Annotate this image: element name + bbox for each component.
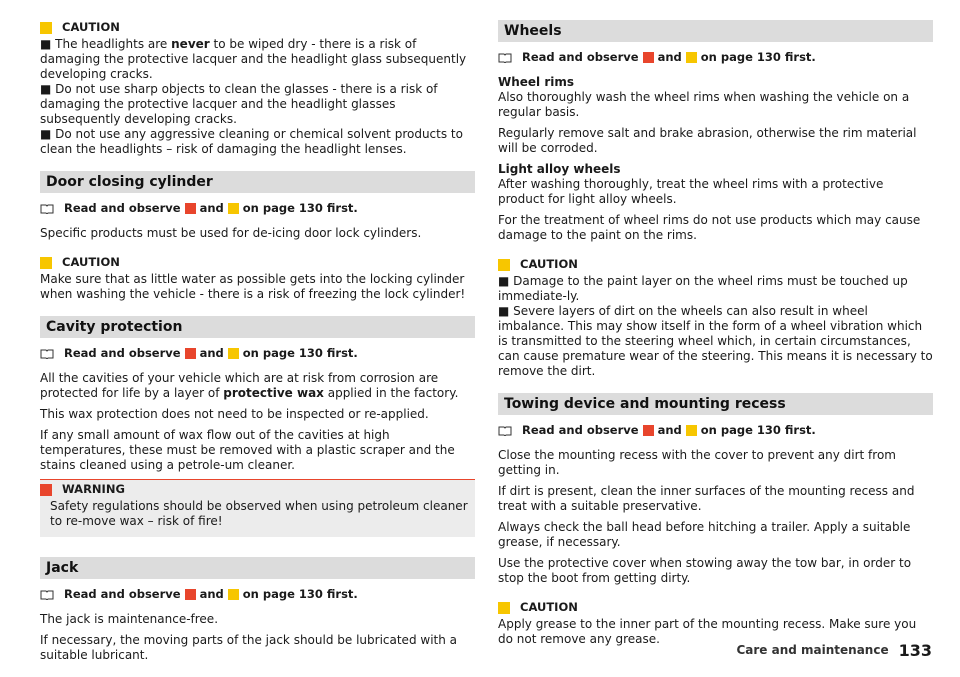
paragraph: If necessary, the moving parts of the jack should be lubricated with a suitable lubricant. — [40, 633, 457, 662]
paragraph: All the cavities of your vehicle which are at risk from corrosion are protected for life by a layer of protective wax applied in the factory. — [40, 371, 459, 400]
caution-heading: CAUTION — [62, 20, 120, 34]
warning-text: Safety regulations should be observed when using petroleum cleaner to re-move wax – risk of fire! — [50, 499, 468, 528]
section-heading-jack: Jack — [40, 557, 475, 579]
paragraph: Wheel rims Also thoroughly wash the wheel rims when washing the vehicle on a regular basis. — [498, 75, 910, 119]
paragraph: If dirt is present, clean the inner surfaces of the mounting recess and treat with a suitable preservative. — [498, 484, 915, 513]
page-reference: Read and observe and on page 130 first. — [40, 587, 475, 602]
section-heading-cavity: Cavity protection — [40, 316, 475, 338]
caution-icon — [228, 589, 239, 600]
paragraph: Close the mounting recess with the cover to prevent any dirt from getting in. — [498, 448, 896, 477]
warning-icon — [643, 52, 654, 63]
page-link[interactable]: on page 130 first. — [700, 50, 816, 64]
book-icon — [40, 349, 54, 359]
caution-icon — [40, 257, 52, 269]
page-link[interactable]: on page 130 first. — [700, 423, 816, 437]
warning-icon — [40, 484, 52, 496]
caution-icon — [498, 602, 510, 614]
section-heading-door: Door closing cylinder — [40, 171, 475, 193]
caution-icon — [228, 203, 239, 214]
page-number: 133 — [898, 641, 932, 660]
paragraph: The jack is maintenance-free. — [40, 612, 219, 626]
paragraph: This wax protection does not need to be inspected or re-applied. — [40, 407, 429, 421]
caution-text: ■ Damage to the paint layer on the wheel rims must be touched up immediate-ly. ■ Severe layers of dirt on the wheels can also result in wheel imbalance. This may show itself in the form of a wheel vibration which is transmitted to the steering wheel which, in certain circumstances, can cause premature wear of the steering. This means it is necessary to remove the dirt. — [498, 274, 933, 378]
book-icon — [498, 53, 512, 63]
caution-heading: CAUTION — [62, 255, 120, 269]
section-heading-towing: Towing device and mounting recess — [498, 393, 933, 415]
subheading: Light alloy wheels — [498, 162, 621, 176]
right-column — [498, 20, 933, 653]
page-link[interactable]: on page 130 first. — [242, 587, 358, 601]
caution-icon — [498, 259, 510, 271]
page-reference: Read and observe and on page 130 first. — [40, 201, 475, 216]
paragraph: Regularly remove salt and brake abrasion, otherwise the rim material will be corroded. — [498, 126, 917, 155]
caution-icon — [686, 52, 697, 63]
caution-icon — [228, 348, 239, 359]
paragraph: Light alloy wheels After washing thoroughly, treat the wheel rims with a protective product for light alloy wheels. — [498, 162, 884, 206]
book-icon — [40, 204, 54, 214]
paragraph: For the treatment of wheel rims do not use products which may cause damage to the paint on the rims. — [498, 213, 921, 242]
paragraph: Use the protective cover when stowing away the tow bar, in order to stop the boot from getting dirty. — [498, 556, 912, 585]
page-link[interactable]: on page 130 first. — [242, 346, 358, 360]
caution-icon — [40, 22, 52, 34]
page-reference: Read and observe and on page 130 first. — [40, 346, 475, 361]
caution-text: Apply grease to the inner part of the mounting recess. Make sure you do not remove any grease. — [498, 617, 917, 646]
left-column — [40, 20, 475, 669]
caution-text: Make sure that as little water as possible gets into the locking cylinder when washing the vehicle - there is a risk of freezing the lock cylinder! — [40, 272, 466, 301]
caution-heading: CAUTION — [520, 257, 578, 271]
page-reference: Read and observe and on page 130 first. — [498, 423, 933, 438]
caution-icon — [686, 425, 697, 436]
book-icon — [498, 426, 512, 436]
caution-heading: CAUTION — [520, 600, 578, 614]
paragraph: Specific products must be used for de-icing door lock cylinders. — [40, 226, 422, 240]
caution-item: ■ The headlights are never to be wiped dry - there is a risk of damaging the protective lacquer and the headlight glass subsequently developing cracks. ■ Do not use sharp objects to clean the glasses - there is a risk of damaging the protective lacquer and the headlight glasses subsequently developing cracks. ■ Do not use any aggressive cleaning or chemical solvent products to clean the headlights – risk of damaging the headlight lenses. — [40, 37, 467, 156]
footer-section-title: Care and maintenance — [736, 643, 889, 657]
warning-icon — [185, 589, 196, 600]
paragraph: If any small amount of wax flow out of the cavities at high temperatures, these must be removed with a plastic scraper and the stains cleaned using a petrole-um cleaner. — [40, 428, 455, 472]
section-heading-wheels: Wheels — [498, 20, 933, 42]
warning-box — [40, 479, 475, 537]
page-footer — [736, 643, 932, 658]
caution-headlights — [40, 20, 475, 157]
warning-icon — [185, 348, 196, 359]
warning-heading: WARNING — [62, 482, 125, 496]
page-link[interactable]: on page 130 first. — [242, 201, 358, 215]
subheading: Wheel rims — [498, 75, 575, 89]
book-icon — [40, 590, 54, 600]
page-reference: Read and observe and on page 130 first. — [498, 50, 933, 65]
warning-icon — [643, 425, 654, 436]
paragraph: Always check the ball head before hitching a trailer. Apply a suitable grease, if necessary. — [498, 520, 911, 549]
warning-icon — [185, 203, 196, 214]
